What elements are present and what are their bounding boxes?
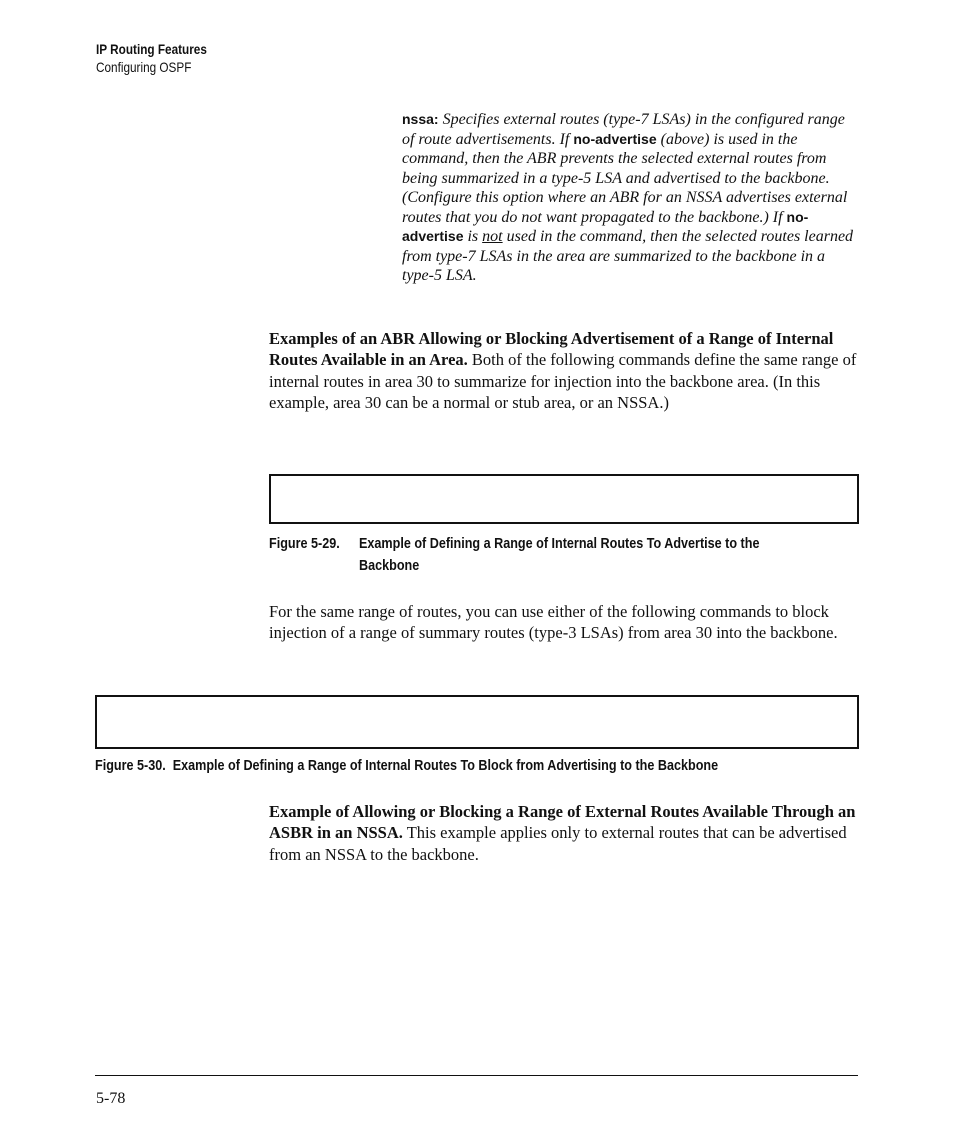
running-header-subtitle: Configuring OSPF	[96, 59, 192, 75]
not-emphasis: not	[482, 228, 503, 245]
figure-5-30-caption: Figure 5-30. Example of Defining a Range of Internal Routes To Block from Advertising to the Backbone	[95, 757, 719, 774]
figure-5-29-caption: Example of Defining a Range of Internal Routes To Advertise to the	[359, 535, 760, 552]
section-heading: Examples of an ABR Allowing or Blocking Advertisement of a Range of Internal Routes Available in an Area.	[269, 329, 834, 370]
page-number: 5-78	[96, 1090, 126, 1107]
nssa-option-description: nssa: Specifies external routes (type-7 LSAs) in the configured range of route advertisements. If no-advertise (above) is used in the command, then the ABR prevents the selected external routes from being summarized in a type-5 LSA and advertised to the backbone. (Configure this option where an ABR for an NSSA advertises external routes that you do not want propagated to the backbone.) If no-advertise is not used in the command, then the selected routes learned from type-7 LSAs in the area are summarized to the backbone in a type-5 LSA.	[402, 111, 854, 284]
abr-internal-routes-paragraph: Examples of an ABR Allowing or Blocking Advertisement of a Range of Internal Routes Available in an Area. Both of the following commands define the same range of internal routes in area 30 to summarize for injection into the backbone area. (In this example, area 30 can be a normal or stub area, or an NSSA.)	[269, 329, 857, 413]
running-header-title: IP Routing Features	[96, 41, 207, 57]
footer-rule	[95, 1075, 858, 1076]
nssa-term: nssa	[402, 111, 434, 127]
section-heading: Example of Allowing or Blocking a Range of External Routes Available Through an ASBR in an NSSA.	[269, 802, 856, 843]
figure-5-29-number: Figure 5-29.	[269, 535, 340, 552]
figure-5-30-box	[95, 695, 859, 749]
no-advertise-keyword: no-advertise	[573, 130, 657, 147]
no-advertise-keyword: no-advertise	[402, 208, 809, 244]
asbr-external-routes-paragraph: Example of Allowing or Blocking a Range of External Routes Available Through an ASBR in an NSSA. This example applies only to external routes that can be advertised from an NSSA to the backbone.	[269, 802, 856, 864]
figure-5-29-box	[269, 474, 859, 524]
figure-5-29-caption-continued: Backbone	[359, 557, 420, 574]
block-injection-paragraph: For the same range of routes, you can use either of the following commands to block injection of a range of summary routes (type-3 LSAs) from area 30 into the backbone.	[269, 602, 838, 643]
